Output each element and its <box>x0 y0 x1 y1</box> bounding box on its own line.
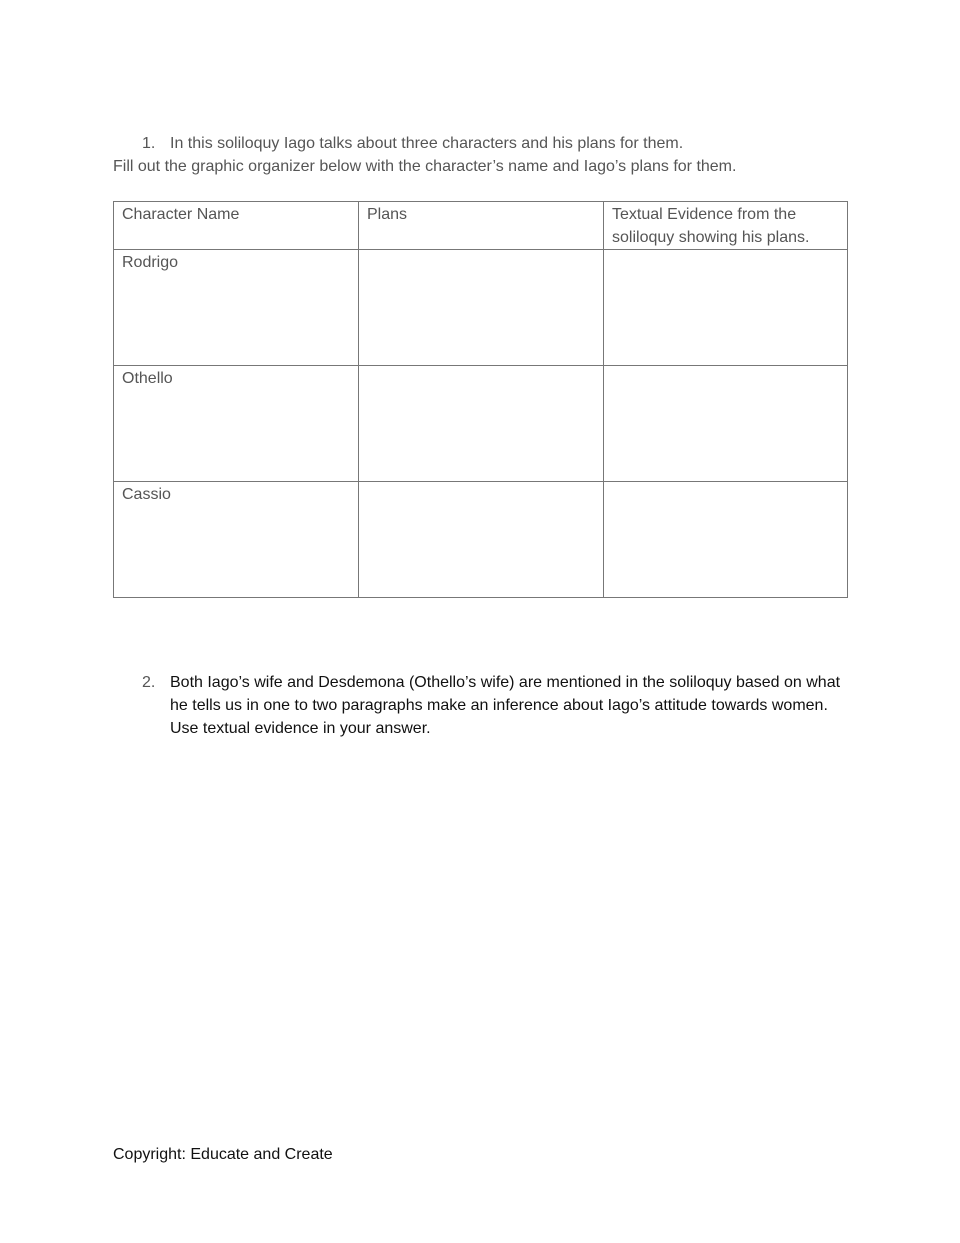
character-name-cell: Rodrigo <box>114 250 359 366</box>
question-1-text: In this soliloquy Iago talks about three characters and his plans for them. <box>170 135 684 152</box>
table-header-row <box>114 202 848 250</box>
question-1-instruction: Fill out the graphic organizer below with the character’s name and Iago’s plans for them. <box>113 158 737 175</box>
graphic-organizer-table <box>113 201 848 598</box>
table-row <box>114 366 848 482</box>
question-2-number: 2. <box>142 674 156 691</box>
plans-cell[interactable] <box>359 482 604 598</box>
evidence-cell[interactable] <box>604 482 848 598</box>
question-2-text: Both Iago’s wife and Desdemona (Othello’s wife) are mentioned in the soliloquy based on what he tells us in one to two paragraphs make an inference about Iago’s attitude towards women. Use textual evidence in your answer. <box>170 674 841 737</box>
header-plans: Plans <box>359 202 604 250</box>
evidence-cell[interactable] <box>604 250 848 366</box>
plans-cell[interactable] <box>359 366 604 482</box>
header-character-name: Character Name <box>114 202 359 250</box>
table-row <box>114 250 848 366</box>
plans-cell[interactable] <box>359 250 604 366</box>
question-1 <box>142 133 683 155</box>
character-name-cell: Cassio <box>114 482 359 598</box>
header-textual-evidence: Textual Evidence from the soliloquy showing his plans. <box>604 202 848 250</box>
character-name-cell: Othello <box>114 366 359 482</box>
table-row <box>114 482 848 598</box>
copyright-footer: Copyright: Educate and Create <box>113 1146 333 1163</box>
question-2 <box>142 671 842 740</box>
question-1-number: 1. <box>142 135 156 152</box>
evidence-cell[interactable] <box>604 366 848 482</box>
